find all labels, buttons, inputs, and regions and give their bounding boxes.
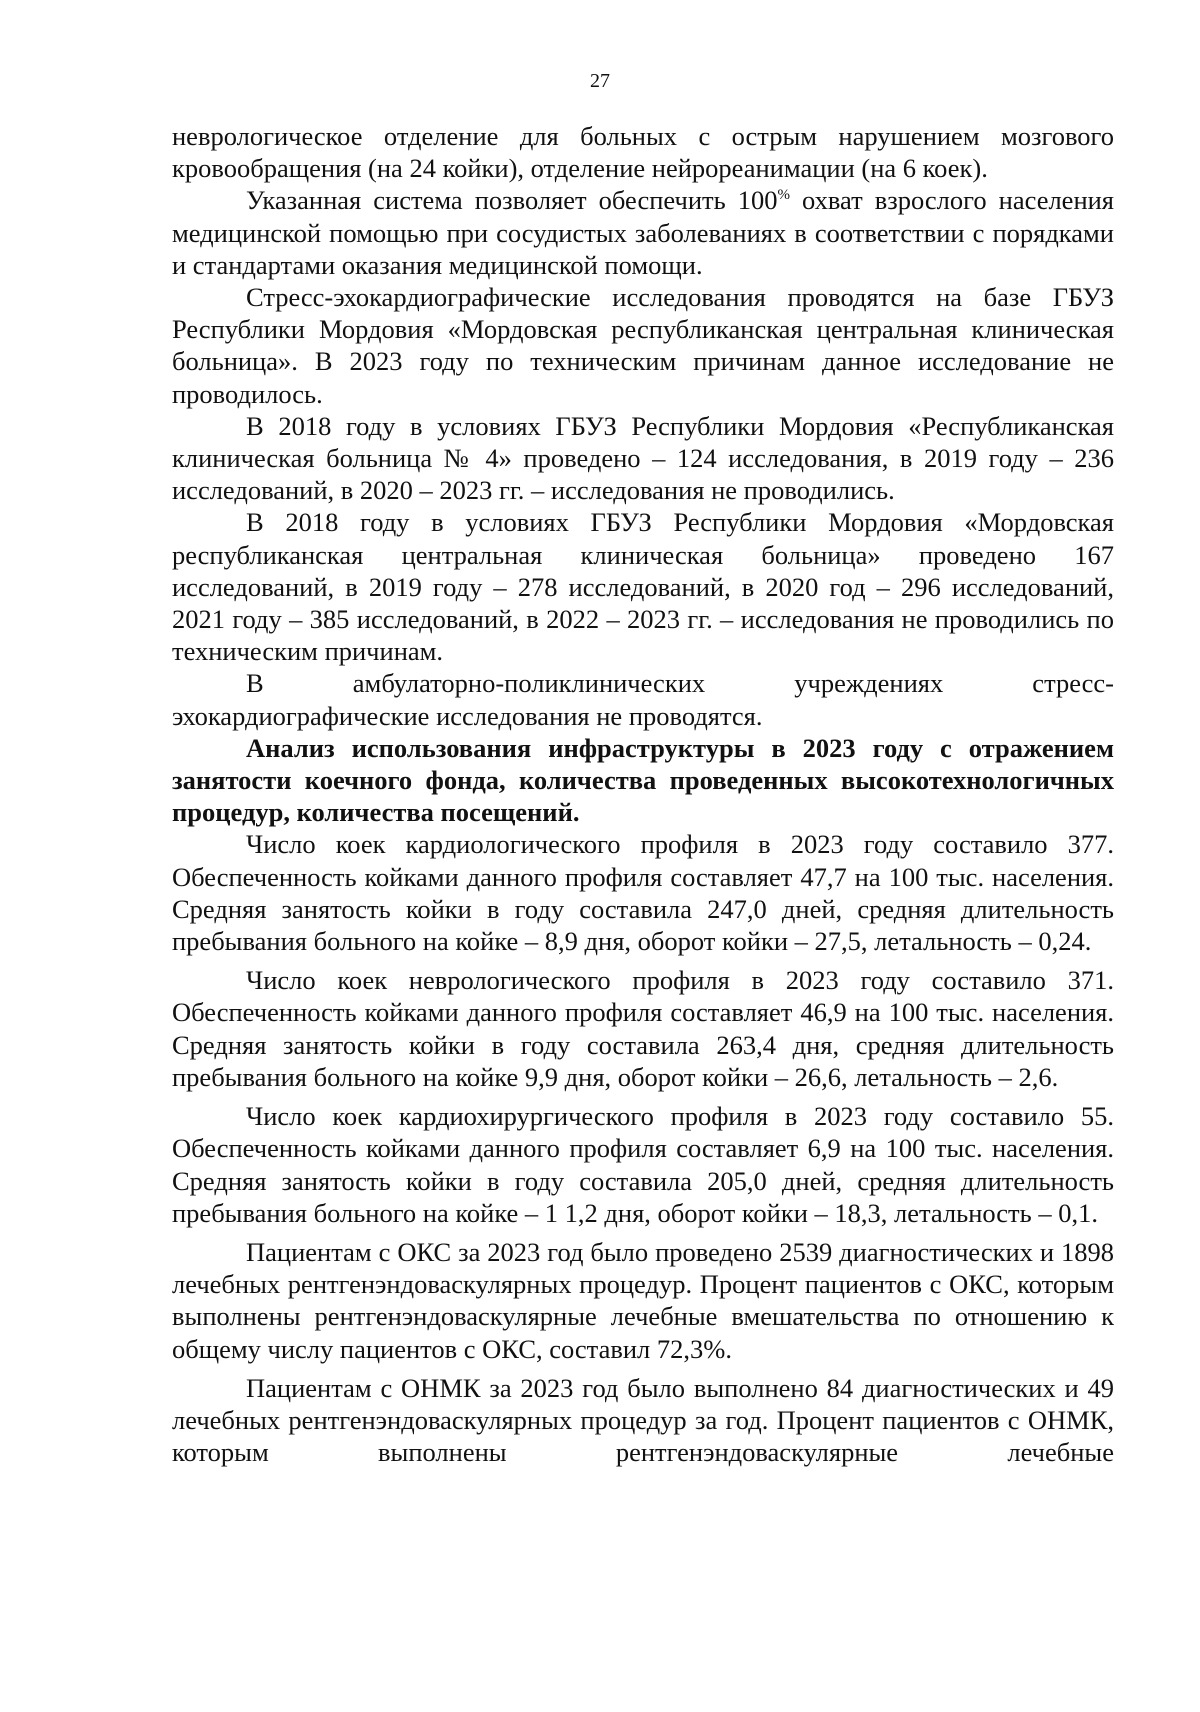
paragraph-coverage-text-start: Указанная система позволяет обеспечить 100 bbox=[246, 185, 778, 216]
document-body bbox=[172, 120, 1114, 1468]
paragraph-rkb4-studies: В 2018 году в условиях ГБУЗ Республики Мордовия «Республиканская клиническая больница № 4» проведено – 124 исследования, в 2019 году – 236 исследований, в 2020 – 2023 гг. – исследования не проводились. bbox=[172, 410, 1114, 506]
paragraph-coverage bbox=[172, 184, 1114, 281]
paragraph-neurology-beds: Число коек неврологического профиля в 2023 году составило 371. Обеспеченность койками данного профиля составляет 46,9 на 100 тыс. населения. Средняя занятость койки в году составила 263,4 дня, средняя длительность пребывания больного на койке 9,9 дня, оборот койки – 26,6, летальность – 2,6. bbox=[172, 965, 1114, 1092]
page-number: 27 bbox=[590, 70, 610, 92]
paragraph-continuation: неврологическое отделение для больных с острым нарушением мозгового кровообращения (на 24 койки), отделение нейрореанимации (на 6 коек). bbox=[172, 121, 1114, 184]
paragraph-coverage-text-end: охват взрослого населения медицинской помощью при сосудистых заболеваниях в соответствии с порядками и стандартами оказания медицинской помощи. bbox=[172, 185, 1114, 280]
paragraph-stress-echo-base: Стресс-эхокардиографические исследования проводятся на базе ГБУЗ Республики Мордовия «Мордовская республиканская центральная клиническая больница». В 2023 году по техническим причинам данное исследование не проводилось. bbox=[172, 282, 1114, 409]
paragraph-outpatient: В амбулаторно-поликлинических учреждениях стресс-эхокардиографические исследования не проводятся. bbox=[172, 668, 1114, 731]
paragraph-cardiosurgery-beds: Число коек кардиохирургического профиля в 2023 году составило 55. Обеспеченность койками данного профиля составляет 6,9 на 100 тыс. населения. Средняя занятость койки в году составила 205,0 дней, средняя длительность пребывания больного на койке – 1 1,2 дня, оборот койки – 18,3, летальность – 0,1. bbox=[172, 1101, 1114, 1228]
paragraph-cardiology-beds: Число коек кардиологического профиля в 2023 году составило 377. Обеспеченность койками данного профиля составляет 47,7 на 100 тыс. населения. Средняя занятость койки в году составила 247,0 дней, средняя длительность пребывания больного на койке – 8,9 дня, оборот койки – 27,5, летальность – 0,24. bbox=[172, 829, 1114, 957]
percent-superscript: % bbox=[777, 187, 790, 204]
paragraph-mrckb-studies: В 2018 году в условиях ГБУЗ Республики Мордовия «Мордовская республиканская центральная клиническая больница» проведено 167 исследований, в 2019 году – 278 исследований, в 2020 год – 296 исследований, 2021 году – 385 исследований, в 2022 – 2023 гг. – исследования не проводились по техническим причинам. bbox=[172, 507, 1114, 667]
paragraph-oks-procedures: Пациентам с ОКС за 2023 год было проведено 2539 диагностических и 1898 лечебных рентгенэндоваскулярных процедур. Процент пациентов с ОКС, которым выполнены рентгенэндоваскулярные лечебные вмешательства по отношению к общему числу пациентов с ОКС, составил 72,3%. bbox=[172, 1236, 1114, 1364]
section-heading: Анализ использования инфраструктуры в 2023 году с отражением занятости коечного фонда, количества проведенных высокотехнологичных процедур, количества посещений. bbox=[172, 732, 1114, 828]
paragraph-onmk-procedures: Пациентам с ОНМК за 2023 год было выполнено 84 диагностических и 49 лечебных рентгенэндоваскулярных процедур за год. Процент пациентов с ОНМК, которым выполнены рентгенэндоваскулярные лечебные bbox=[172, 1372, 1114, 1468]
